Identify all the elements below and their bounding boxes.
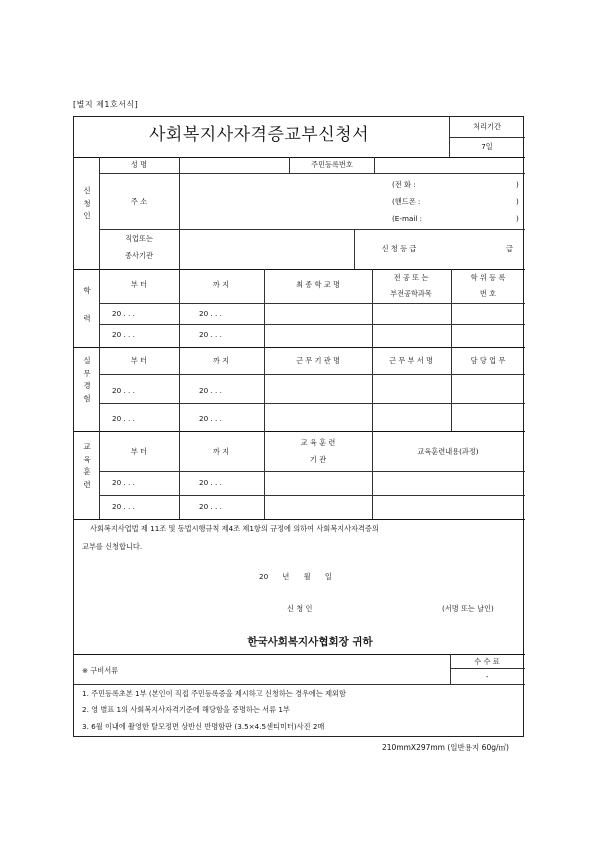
phone-close: ) xyxy=(516,180,519,189)
phone-label: (전 화 : xyxy=(392,180,416,189)
training-content-header: 교육훈련내용(과정) xyxy=(417,447,479,456)
career-duty-header: 담 당 업 무 xyxy=(470,356,506,365)
recipient-label: 한국사회복지사협회장 귀하 xyxy=(247,636,373,648)
training-org-header-2: 기 관 xyxy=(309,455,327,464)
fee-value: - xyxy=(485,672,489,681)
applicant-sign-label: 신 청 인 xyxy=(287,604,313,613)
address-label: 주 소 xyxy=(130,197,148,206)
grade-suffix: 급 xyxy=(506,244,513,253)
fee-label: 수 수 료 xyxy=(474,657,500,666)
document-item-3: 3. 6월 이내에 촬영한 탈모정면 상반신 반명함판 (3.5×4.5센티미터)사진 2매 xyxy=(82,722,325,731)
career-section-label: 실 무 경 험 xyxy=(83,356,91,403)
career-from-header: 부 터 xyxy=(130,356,148,365)
applicant-section-label: 신 청 인 xyxy=(83,186,91,220)
training-row1-from: 20 . . . xyxy=(112,478,135,487)
training-row2-from: 20 . . . xyxy=(112,502,135,511)
document-item-2: 2. 영 별표 1의 사회복지사자격기준에 해당함을 증명하는 서류 1부 xyxy=(82,705,290,714)
required-documents-header: ※ 구비서류 xyxy=(82,666,119,675)
mobile-close: ) xyxy=(516,197,519,206)
training-row2-to: 20 . . . xyxy=(199,502,222,511)
career-row1-from: 20 . . . xyxy=(112,386,135,395)
career-row2-to: 20 . . . xyxy=(199,414,222,423)
edu-regno-header-1: 학 위 등 록 xyxy=(470,273,506,282)
email-close: ) xyxy=(516,214,519,223)
processing-period-label: 처리기간 xyxy=(473,122,501,131)
edu-major-header-1: 전 공 또 는 xyxy=(393,273,429,282)
training-org-header-1: 교 육 훈 련 xyxy=(300,438,336,447)
application-date: 20 년 월 일 xyxy=(259,572,332,581)
edu-school-header: 최 종 학 교 명 xyxy=(296,280,340,289)
edu-regno-header-2: 번 호 xyxy=(479,289,497,298)
edu-to-header: 까 지 xyxy=(212,280,230,289)
rrn-label: 주민등록번호 xyxy=(311,160,353,169)
mobile-label: (핸드폰 : xyxy=(392,197,421,206)
edu-from-header: 부 터 xyxy=(130,280,148,289)
signature-note: (서명 또는 날인) xyxy=(442,604,494,613)
form-title: 사회복지사자격증교부신청서 xyxy=(149,125,369,145)
statement-line1: 사회복지사업법 제 11조 및 동법시행규칙 제4조 제1항의 규정에 의하여 사회복지사자격증의 xyxy=(90,524,379,533)
career-dept-header: 근 무 부 서 명 xyxy=(389,356,433,365)
training-from-header: 부 터 xyxy=(130,447,148,456)
career-org-header: 근 무 기 관 명 xyxy=(296,356,340,365)
grade-label: 신 청 등 급 xyxy=(381,244,417,253)
training-section-label: 교 육 훈 련 xyxy=(83,442,91,489)
processing-period-value: 7일 xyxy=(481,142,493,151)
edu-row2-to: 20 . . . xyxy=(199,330,222,339)
email-label: (E-mail : xyxy=(392,214,423,223)
paper-size-note: 210mmX297mm (일반용지 60g/㎡) xyxy=(382,743,509,752)
career-row1-to: 20 . . . xyxy=(199,386,222,395)
training-row1-to: 20 . . . xyxy=(199,478,222,487)
career-to-header: 까 지 xyxy=(212,356,230,365)
document-item-1: 1. 주민등록초본 1부 (본인이 직접 주민등록증을 제시하고 신청하는 경우에는 제외함 xyxy=(82,689,346,698)
edu-row1-to: 20 . . . xyxy=(199,309,222,318)
application-form xyxy=(73,116,524,737)
edu-major-header-2: 부전공학과목 xyxy=(390,289,432,298)
edu-row1-from: 20 . . . xyxy=(112,309,135,318)
form-number-label: [별지 제1호서식] xyxy=(73,100,139,109)
name-label: 성 명 xyxy=(130,160,148,169)
job-label-line1: 직업또는 xyxy=(125,234,153,243)
training-to-header: 까 지 xyxy=(212,447,230,456)
edu-row2-from: 20 . . . xyxy=(112,330,135,339)
job-label-line2: 종사기관 xyxy=(125,251,153,260)
education-section-label: 학 력 xyxy=(83,286,91,323)
career-row2-from: 20 . . . xyxy=(112,414,135,423)
statement-line2: 교부를 신청합니다. xyxy=(82,542,143,551)
